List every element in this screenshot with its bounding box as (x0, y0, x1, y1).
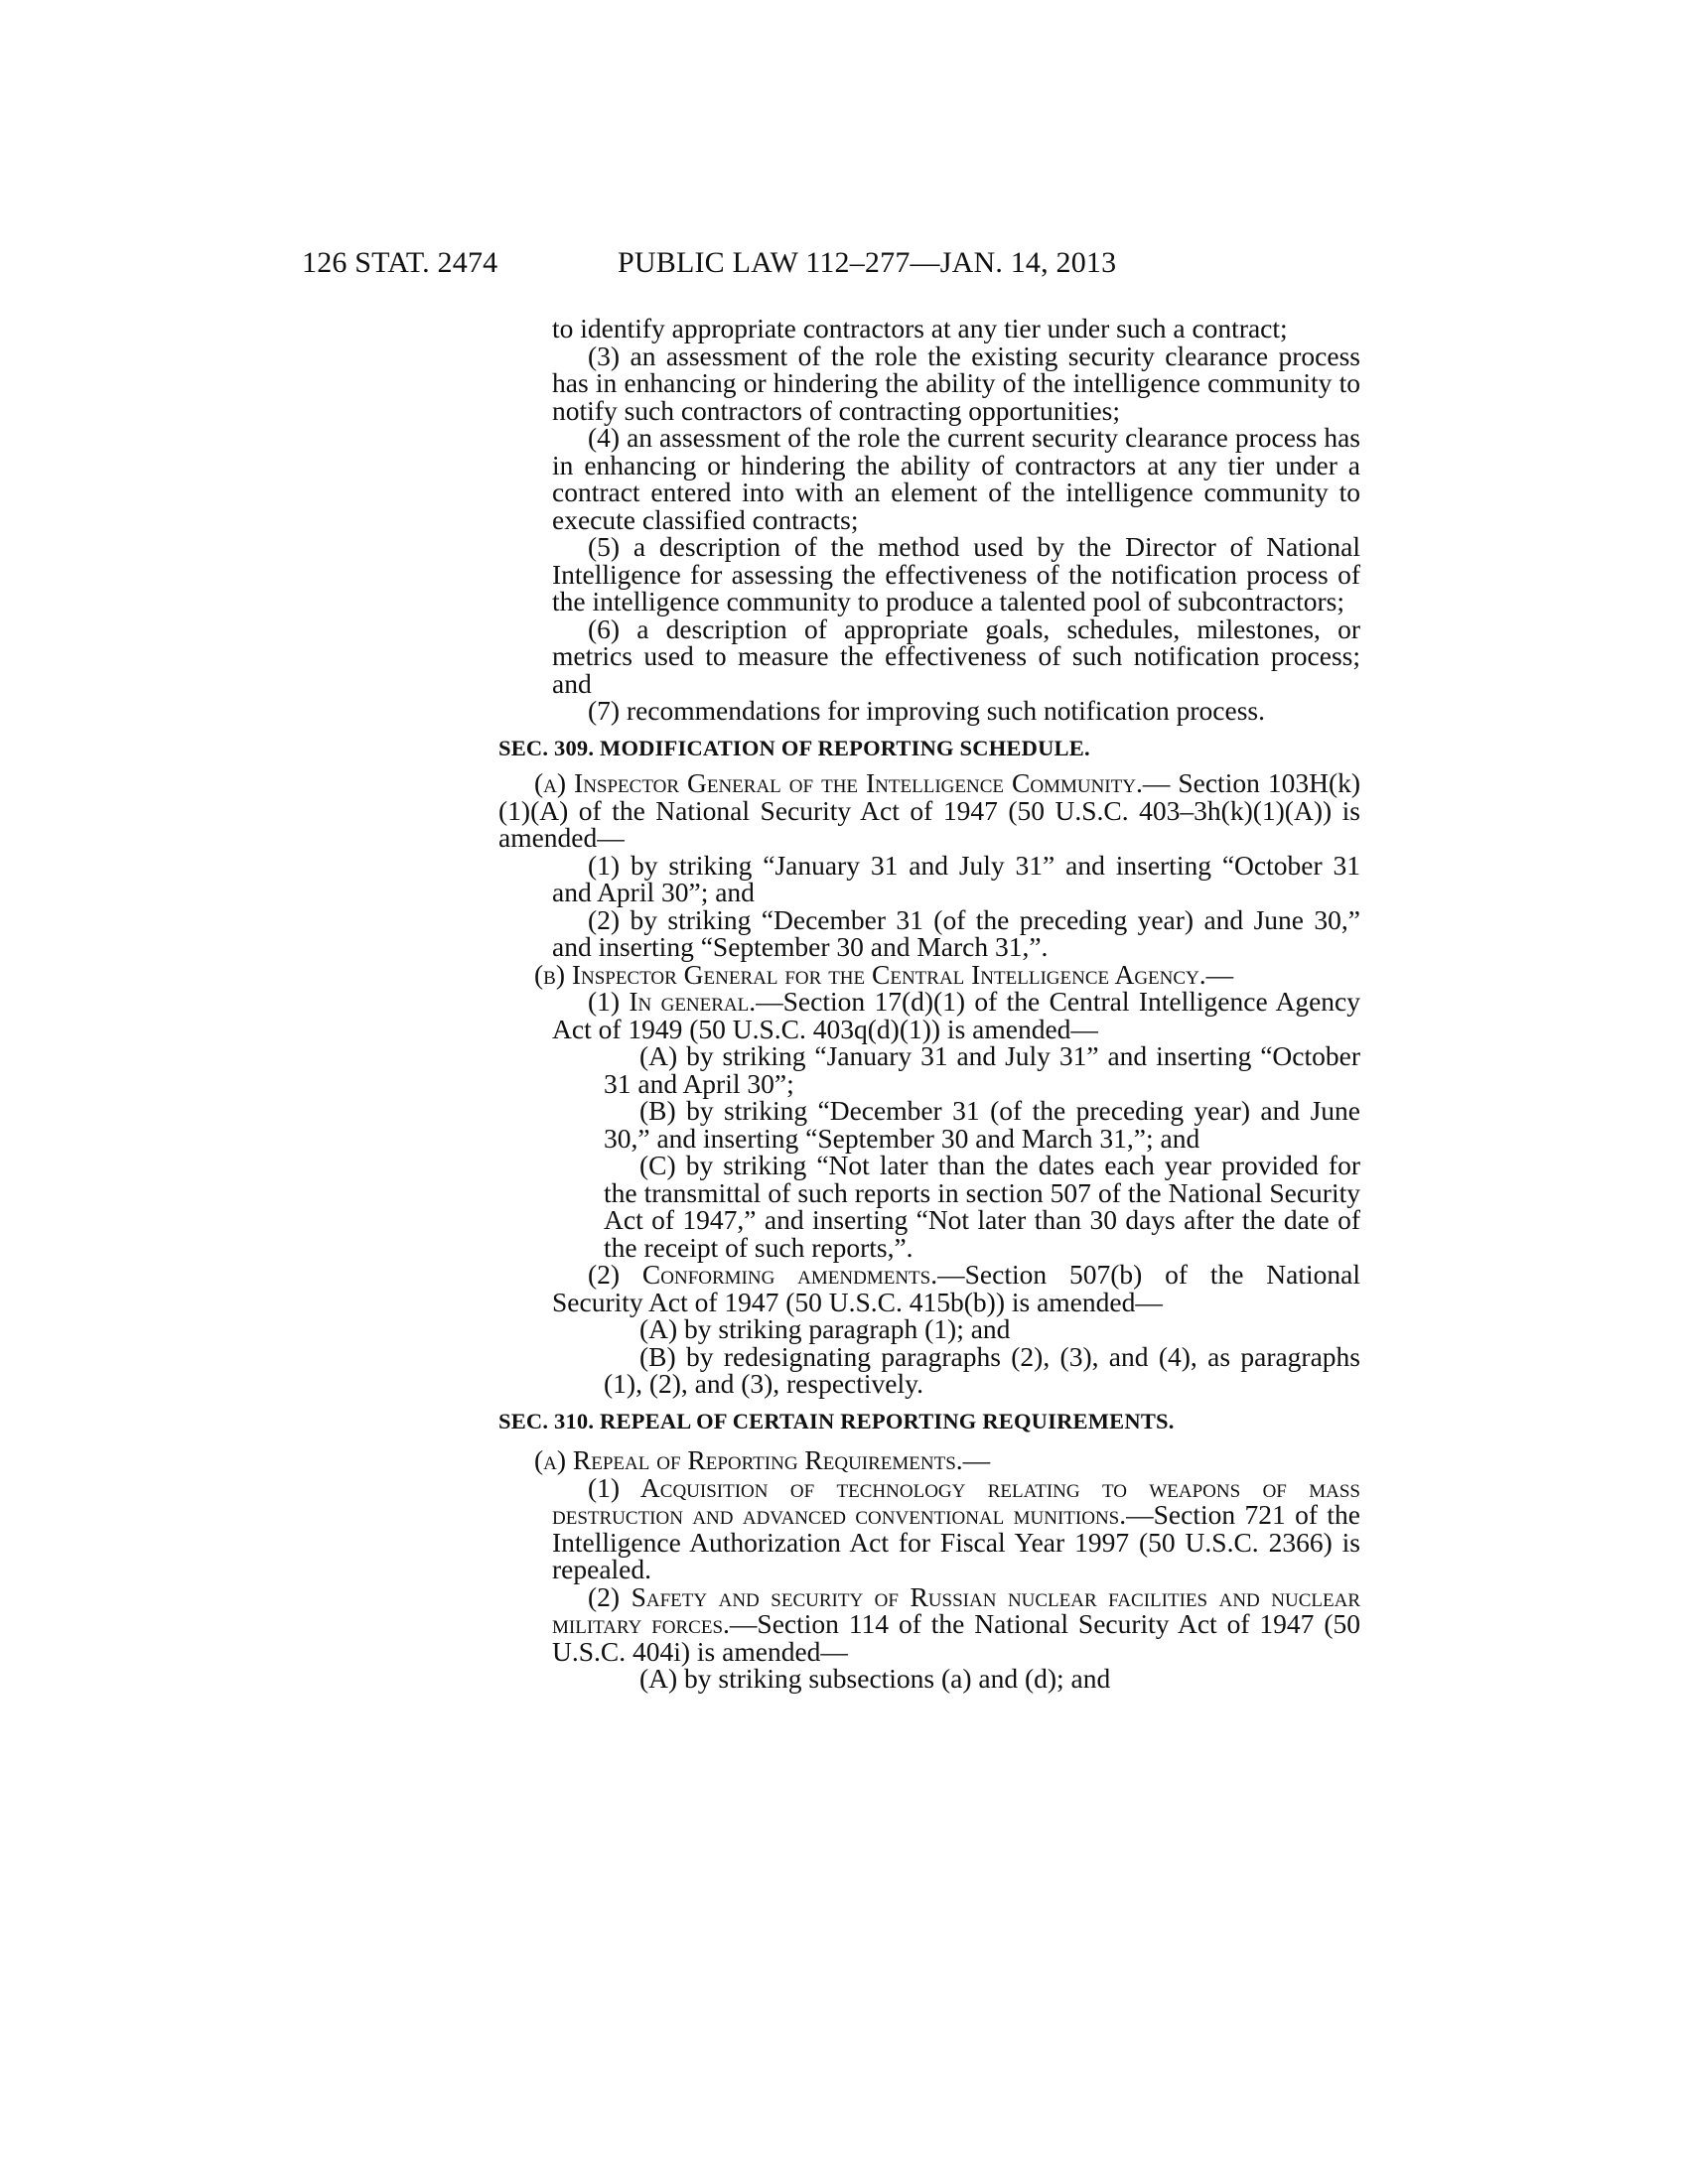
paragraph-text: Section 114 of the National Security Act of 1947 (50 U.S.C. 404i) is amended— (552, 1608, 1360, 1667)
subsection-309-a (498, 769, 1360, 852)
paragraph-item-7: (7) recommendations for improving such notification process. (588, 695, 1265, 726)
subsection-310-a (498, 1446, 1360, 1474)
paragraph-309-a-1: (1) by striking “January 31 and July 31” and inserting “October 31 and April 30”; and (552, 849, 1360, 907)
subparagraph-309-b-1-A: (A) by striking “January 31 and July 31” and inserting “October 31 and April 30”; (604, 1040, 1360, 1099)
paragraph-309-b-2 (552, 1261, 1360, 1315)
paragraph-item-4: (4) an assessment of the role the current security clearance process has in enhancing or hindering the ability of contractors at any tier under a contract entered into with an element of the intelligence community to execute classified contracts; (552, 422, 1360, 535)
paragraph-309-a-2: (2) by striking “December 31 (of the preceding year) and June 30,” and inserting “September 30 and March 31,”. (552, 903, 1360, 962)
paragraph-item-5: (5) a description of the method used by the Director of National Intelligence for assessing the effectiveness of the notification process of the intelligence community to produce a talented pool of subcontractors; (552, 531, 1360, 616)
subparagraph-309-b-1-B: (B) by striking “December 31 (of the preceding year) and June 30,” and inserting “September 30 and March 31,”; and (604, 1095, 1360, 1154)
paragraph-text: Section 721 of the Intelligence Authorization Act for Fiscal Year 1997 (50 U.S.C. 2366) is repealed. (552, 1499, 1360, 1584)
subsection-heading: (a) Inspector General of the Intelligence Community.— (534, 767, 1171, 798)
statute-reference: 126 STAT. 2474 (302, 246, 498, 279)
paragraph-text: Section 17(d)(1) of the Central Intelligence Agency Act of 1949 (50 U.S.C. 403q(d)(1)) is amended— (552, 986, 1360, 1044)
section-309-heading: SEC. 309. MODIFICATION OF REPORTING SCHEDULE. (498, 735, 1090, 760)
paragraph-309-b-1 (552, 988, 1360, 1042)
running-header-title: PUBLIC LAW 112–277—JAN. 14, 2013 (618, 246, 1117, 279)
paragraph-310-a-2 (552, 1580, 1360, 1667)
paragraph-heading: (2) Conforming amendments.— (588, 1259, 965, 1290)
paragraph-heading: (1) Acquisition of technology relating to weapons of mass destruction and advanced conventional munitions.— (552, 1471, 1360, 1530)
paragraph-continuation: to identify appropriate contractors at any tier under such a contract; (552, 313, 1288, 343)
paragraph-310-a-1 (552, 1471, 1360, 1584)
document-body (0, 315, 1688, 1693)
subsection-309-b (498, 958, 1360, 990)
paragraph-item-6: (6) a description of appropriate goals, schedules, milestones, or metrics used to measure the effectiveness of such notification process; and (552, 613, 1360, 699)
paragraph-item-3: (3) an assessment of the role the existing security clearance process has in enhancing or hindering the ability of the intelligence community to notify such contractors of contracting opportunities; (552, 340, 1360, 426)
section-310-heading: SEC. 310. REPEAL OF CERTAIN REPORTING REQUIREMENTS. (498, 1408, 1175, 1433)
subsection-heading: (b) Inspector General for the Central Intelligence Agency.— (534, 958, 1234, 990)
subparagraph-309-b-1-C: (C) by striking “Not later than the dates each year provided for the transmittal of such reports in section 507 of the National Security Act of 1947,” and inserting “Not later than 30 days after the date of the receipt of such reports,”. (604, 1150, 1360, 1263)
paragraph-text: Section 507(b) of the National Security Act of 1947 (50 U.S.C. 415b(b)) is amended— (552, 1259, 1360, 1317)
paragraph-heading: (1) In general.— (588, 986, 783, 1017)
subparagraph-309-b-2-A: (A) by striking paragraph (1); and (639, 1313, 1011, 1344)
subsection-text: Section 103H(k)(1)(A) of the National Security Act of 1947 (50 U.S.C. 403–3h(k)(1)(A)) is amended— (498, 767, 1361, 853)
paragraph-heading: (2) Safety and security of Russian nuclear facilities and nuclear military forces.— (552, 1580, 1360, 1639)
subparagraph-309-b-2-B: (B) by redesignating paragraphs (2), (3), and (4), as paragraphs (1), (2), and (3), respectively. (604, 1340, 1360, 1399)
subsection-heading: (a) Repeal of Reporting Requirements.— (534, 1444, 991, 1475)
subparagraph-310-a-2-A: (A) by striking subsections (a) and (d); and (639, 1663, 1111, 1694)
